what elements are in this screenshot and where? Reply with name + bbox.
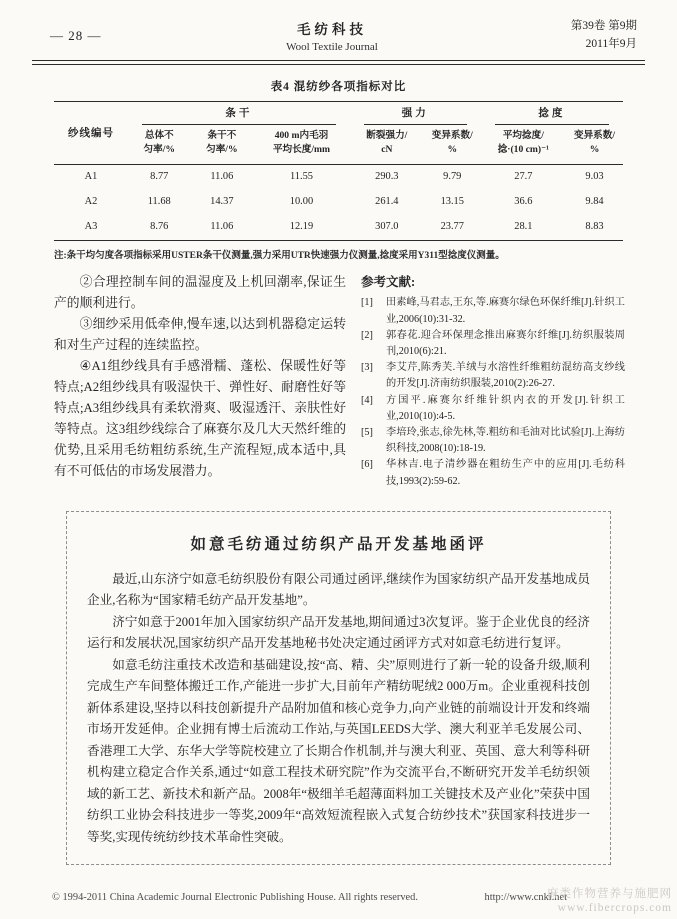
announcement-box	[66, 511, 611, 866]
reference-marker: [2]	[361, 329, 373, 341]
cnki-url: http://www.cnki.net	[484, 892, 567, 903]
table-cell: 8.76	[150, 221, 169, 233]
paragraph-4: ④A1组纱线具有手感滑糯、蓬松、保暖性好等特点;A2组纱线具有吸湿快干、弹性好、耐磨性好等特点;A3组纱线具有柔软滑爽、吸湿透汗、亲肤性好等特点。这3组纱线综合了麻赛尔及几大天然纤维的优势,且采用毛纺粗纺系统,生产流程短,成本适中,具有不可低估的市场发展潜力。	[54, 359, 346, 479]
table-cell: 8.83	[585, 221, 604, 233]
table-note: 注:条干均匀度各项指标采用USTER条干仪测量,强力采用UTR快速强力仪测量,捻度采用Y311型捻度仪测量。	[54, 251, 505, 262]
reference-marker: [5]	[361, 426, 373, 438]
col-header-line: 捻·(10 cm)⁻¹	[497, 144, 550, 156]
table-cell: 14.37	[210, 196, 234, 208]
col-header-overall-unevenness	[128, 125, 191, 165]
col-header-twist-cv	[566, 125, 623, 165]
col-header-line: cN	[381, 144, 393, 156]
table-row	[54, 165, 623, 191]
volume-issue: 第39卷 第9期	[570, 20, 637, 32]
reference-marker: [1]	[361, 297, 373, 309]
issue-info	[519, 18, 637, 54]
journal-title-block	[145, 18, 519, 53]
col-header-hairiness-length	[253, 125, 350, 165]
table-cell: 11.06	[210, 221, 234, 233]
table-cell: 11.68	[147, 196, 171, 208]
reference-text: 郭春花.迎合环保理念推出麻赛尔纤维[J].纺织服装周刊,2010(6):21.	[386, 329, 625, 357]
reference-text: 华林吉.电子清纱器在粗纺生产中的应用[J].毛纺科技,1993(2):59-62.	[386, 459, 625, 487]
col-header-line: %	[589, 144, 600, 156]
col-header-line: 匀率/%	[206, 144, 238, 156]
col-header-line: 条干不	[207, 129, 237, 141]
reference-item	[361, 393, 625, 425]
table-caption: 表4 混纺纱各项指标对比	[270, 80, 407, 93]
reference-marker: [4]	[361, 394, 373, 406]
references-heading: 参考文献:	[361, 275, 416, 290]
table-cell: 9.84	[585, 196, 604, 208]
reference-marker: [3]	[361, 362, 373, 374]
table-cell: 9.79	[443, 171, 462, 183]
table-row	[54, 190, 623, 215]
group-header-twist: 捻度	[481, 101, 623, 125]
col-header-line: %	[447, 144, 458, 156]
reference-marker: [6]	[361, 459, 373, 471]
references-column	[361, 272, 625, 489]
table-cell: 307.0	[375, 221, 399, 233]
table-cell: 28.1	[514, 221, 533, 233]
col-header-yarn-id: 纱线编号	[54, 101, 128, 165]
body-text-column	[54, 272, 346, 489]
table-cell: 9.03	[585, 171, 604, 183]
col-header-line: 变异系数/	[431, 129, 473, 141]
table-cell: 11.06	[210, 171, 234, 183]
reference-item	[361, 360, 625, 392]
cell-yarn-id: A1	[84, 171, 98, 183]
table-cell: 290.3	[375, 171, 399, 183]
announcement-paragraph: 最近,山东济宁如意毛纺织股份有限公司通过函评,继续作为国家纺织产品开发基地成员企业,名称为“国家精毛纺产品开发基地”。	[87, 571, 590, 608]
announcement-paragraph: 济宁如意于2001年加入国家纺织产品开发基地,期间通过3次复评。鉴于企业优良的经济运行和发展状况,国家纺织产品开发基地秘书处决定通过函评方式对如意毛纺进行复评。	[87, 614, 590, 651]
col-header-line: 匀率/%	[143, 144, 175, 156]
journal-title-cn: 毛纺科技	[297, 22, 367, 38]
reference-item	[361, 425, 625, 457]
col-header-breaking-strength	[350, 125, 424, 165]
table-row	[54, 215, 623, 241]
paragraph-3: ③细纱采用低牵伸,慢车速,以达到机器稳定运转和对生产过程的连续监控。	[54, 317, 346, 353]
journal-title-en: Wool Textile Journal	[286, 41, 378, 54]
col-header-line: 平均捻度/	[502, 129, 544, 141]
copyright-text: © 1994-2011 China Academic Journal Electronic Publishing House. All rights reserved.	[52, 892, 418, 903]
col-header-line: 400 m内毛羽	[274, 129, 329, 141]
watermark	[547, 888, 672, 915]
cell-yarn-id: A3	[84, 221, 98, 233]
reference-text: 李培玲,张志,徐先林,等.粗纺和毛油对比试验[J].上海纺织科技,2008(10):18-19.	[386, 426, 625, 455]
blend-yarn-indicator-table	[54, 101, 623, 242]
announcement-paragraph: 如意毛纺注重技术改造和基础建设,按“高、精、尖”原则进行了新一轮的设备升级,顺利完成生产车间整体搬迁工作,产能进一步扩大,目前年产精纺呢绒2 000万m。企业重视科技创新体系建设,坚持以科技创新提升产品附加值和核心竞争力,向产业链的前端设计开发和终端市场开发延伸。企业拥有博士后流动工作站,与英国LEEDS大学、澳大利亚羊毛发展公司、香港理工大学、东华大学等院校建立了长期合作机制,并与澳大利亚、英国、意大利等科研机构建立稳定合作关系,通过“如意工程技术研究院”作为交流平台,不断研究开发羊毛纺织领域的新工艺、新技术和新产品。2008年“极细羊毛超薄面料加工关键技术及产业化”荣获中国纺织工业协会科技进步一等奖,2009年“高效短流程嵌入式复合纺纱技术”获国家科技进步一等奖,实现传统纺纱技术革命性突破。	[87, 657, 590, 844]
header-divider	[32, 60, 645, 65]
table-cell: 12.19	[289, 221, 314, 233]
reference-item	[361, 295, 625, 327]
page-number: — 28 —	[50, 27, 102, 43]
reference-text: 田素峰,马君志,王东,等.麻赛尔绿色环保纤维[J].针织工业,2006(10):31-32.	[386, 297, 625, 325]
table-cell: 36.6	[514, 196, 533, 208]
col-header-strength-cv	[424, 125, 481, 165]
column-header-row	[54, 125, 623, 165]
page-header	[0, 0, 677, 56]
watermark-site-url: www.fibercrops.com	[557, 901, 672, 914]
table-cell: 261.4	[375, 196, 399, 208]
two-column-body	[54, 272, 625, 489]
group-header-evenness: 条干	[128, 101, 350, 125]
table-cell: 8.77	[150, 171, 169, 183]
cell-yarn-id: A2	[84, 196, 98, 208]
issue-date: 2011年9月	[585, 37, 637, 50]
table-cell: 11.55	[289, 171, 313, 183]
announcement-title: 如意毛纺通过纺织产品开发基地函评	[190, 535, 487, 553]
col-header-average-twist	[481, 125, 566, 165]
paragraph-2: ②合理控制车间的温湿度及上机回潮率,保证生产的顺利进行。	[54, 275, 346, 311]
watermark-site-name: 麻类作物营养与施肥网	[547, 888, 672, 900]
col-header-line: 总体不	[144, 129, 174, 141]
table-cell: 23.77	[440, 221, 464, 233]
reference-item	[361, 328, 625, 360]
reference-text: 方国平.麻赛尔纤维针织内衣的开发[J].针织工业,2010(10):4-5.	[386, 394, 625, 422]
col-header-line: 变异系数/	[574, 129, 616, 141]
group-header-row	[54, 101, 623, 125]
page-footer	[52, 892, 567, 903]
col-header-line: 断裂强力/	[366, 129, 408, 141]
reference-item	[361, 457, 625, 489]
group-header-strength: 强力	[350, 101, 481, 125]
reference-text: 李艾芹,陈秀芙.羊绒与水溶性纤维粗纺混纺高支纱线的开发[J].济南纺织服装,2010(2):26-27.	[386, 362, 625, 390]
table-cell: 10.00	[289, 196, 314, 208]
col-header-line: 平均长度/mm	[272, 144, 330, 156]
col-header-evenness-cv	[191, 125, 254, 165]
table-cell: 27.7	[514, 171, 533, 183]
table-cell: 13.15	[440, 196, 464, 208]
